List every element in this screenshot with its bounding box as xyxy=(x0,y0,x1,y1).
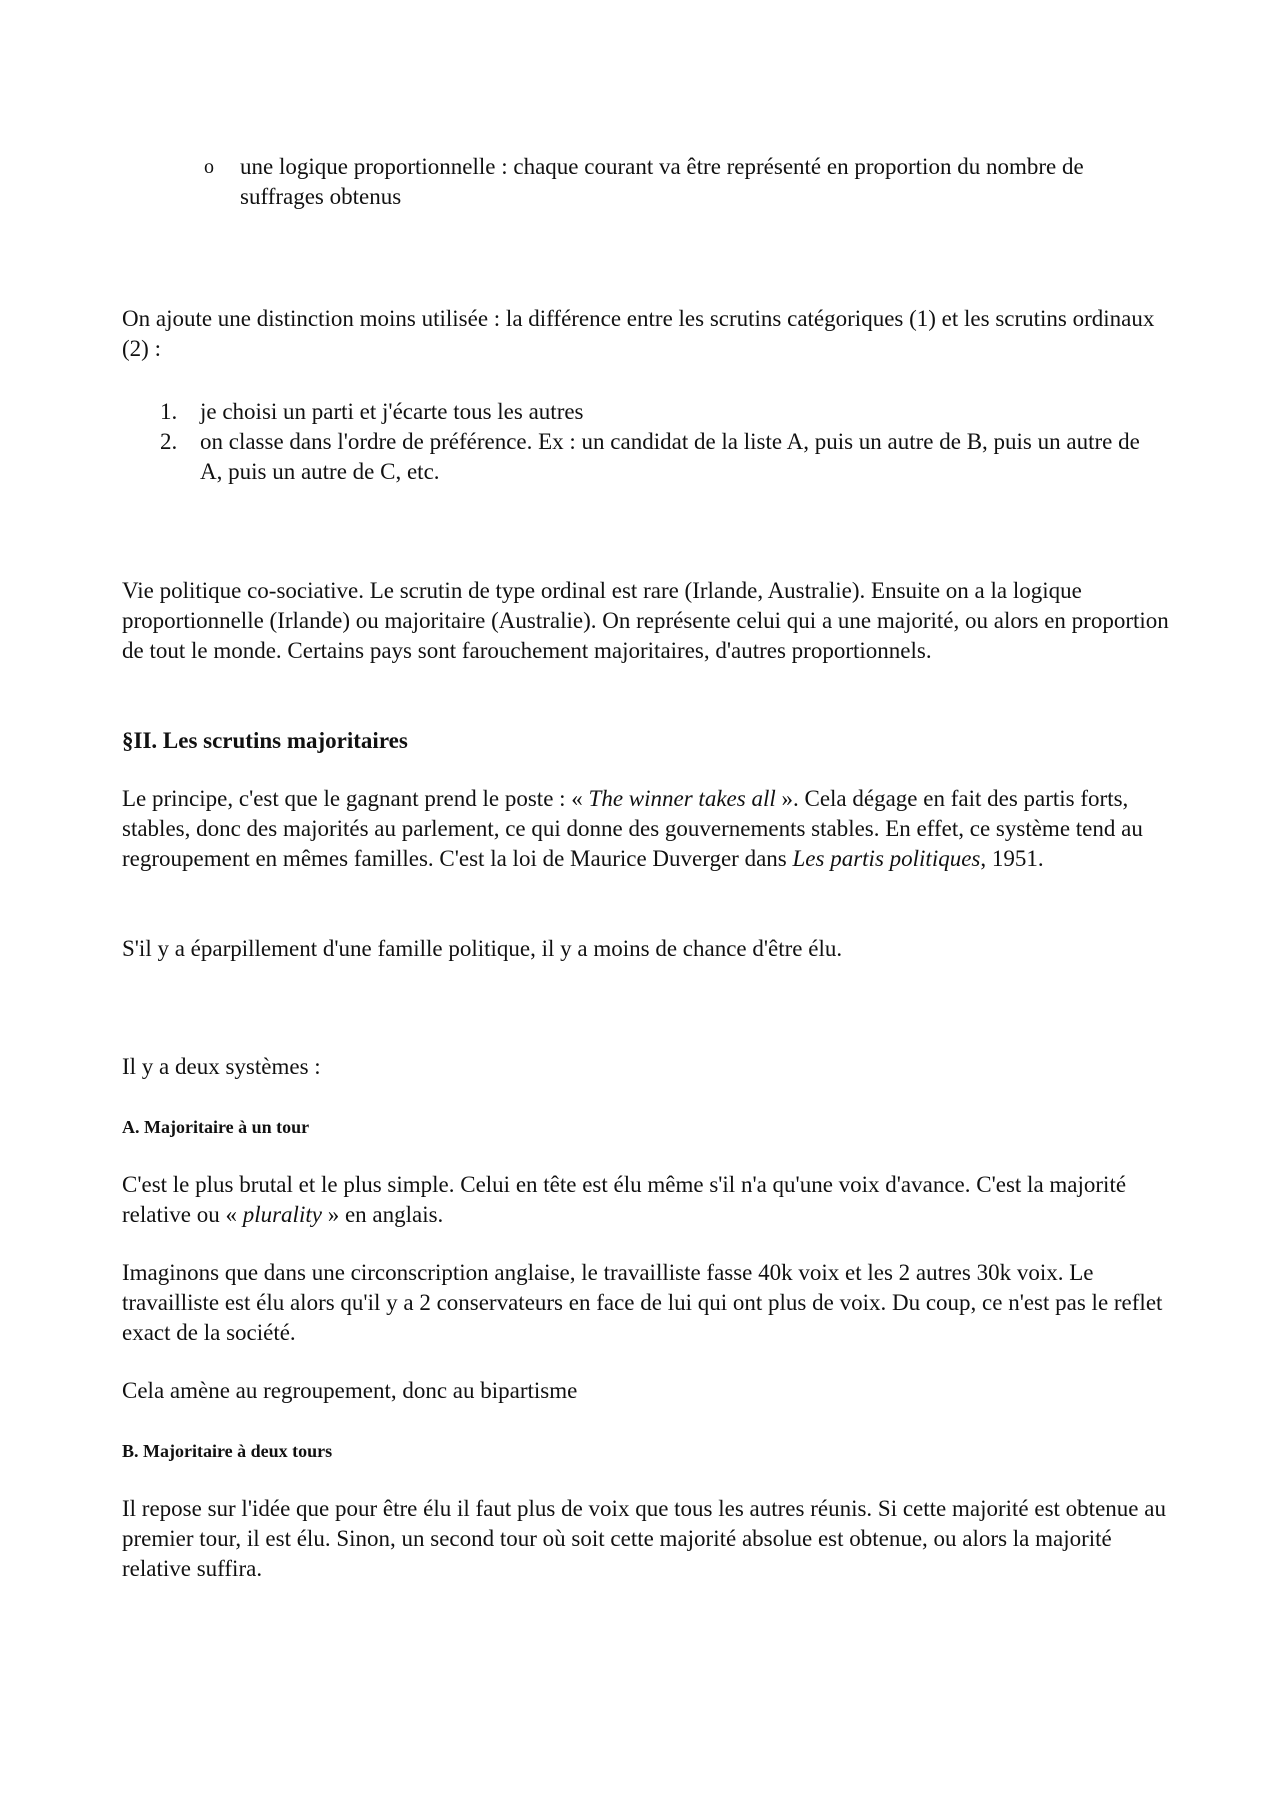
bullet-marker: o xyxy=(204,156,214,178)
list-item-2 xyxy=(160,427,1160,487)
subheading-a: A. Majoritaire à un tour xyxy=(122,1117,310,1137)
principe-text-b: ». Cela dégage en fait des partis forts, stables, donc des majorités au parlement, ce qui donne des gouvernements stables. En effet, ce système tend au regroupement en mêmes familles. C'est la loi de Maurice Duverger dans xyxy=(122,786,1143,871)
paragraph-regroupement: Cela amène au regroupement, donc au bipartisme xyxy=(122,1378,578,1403)
principe-quote: The winner takes all xyxy=(588,786,776,811)
list-marker-1: 1. xyxy=(160,399,178,424)
section-heading: §II. Les scrutins majoritaires xyxy=(122,728,408,753)
brutal-text-b: » en anglais. xyxy=(321,1202,444,1227)
paragraph-distinction: On ajoute une distinction moins utilisée : la différence entre les scrutins catégoriques (1) et les scrutins ordinaux (2) : xyxy=(122,306,1155,361)
principe-text-a: Le principe, c'est que le gagnant prend le poste : « xyxy=(122,786,589,811)
principe-text-c: , 1951. xyxy=(980,846,1044,871)
bullet-text: une logique proportionnelle : chaque courant va être représenté en proportion du nombre de suffrages obtenus xyxy=(240,154,1084,209)
paragraph-imaginons: Imaginons que dans une circonscription anglaise, le travailliste fasse 40k voix et les 2 autres 30k voix. Le travailliste est élu alors qu'il y a 2 conservateurs en face de lui qui ont plus de voix. Du coup, ce n'est pas le reflet exact de la société. xyxy=(122,1260,1163,1345)
paragraph-repose: Il repose sur l'idée que pour être élu il faut plus de voix que tous les autres réunis. Si cette majorité est obtenue au premier tour, il est élu. Sinon, un second tour où soit cette majorité absolue est obtenue, ou alors la majorité relative suffira. xyxy=(122,1496,1166,1581)
paragraph-principe xyxy=(122,784,1182,874)
paragraph-vie-politique: Vie politique co-sociative. Le scrutin de type ordinal est rare (Irlande, Australie). Ensuite on a la logique proportionnelle (Irlande) ou majoritaire (Australie). On représente celui qui a une majorité, ou alors en proportion de tout le monde. Certains pays sont farouchement majoritaires, d'autres proportionnels. xyxy=(122,578,1169,663)
list-item-1 xyxy=(160,397,1160,427)
list-text-1: je choisi un parti et j'écarte tous les autres xyxy=(200,399,584,424)
bullet-item xyxy=(204,152,1140,212)
principe-book-title: Les partis politiques xyxy=(792,846,981,871)
paragraph-deux-systemes: Il y a deux systèmes : xyxy=(122,1054,321,1079)
list-marker-2: 2. xyxy=(160,429,178,454)
brutal-text-a: C'est le plus brutal et le plus simple. Celui en tête est élu même s'il n'a qu'une voix d'avance. C'est la majorité relative ou « xyxy=(122,1172,1127,1227)
paragraph-brutal xyxy=(122,1170,1182,1230)
brutal-term: plurality xyxy=(242,1202,322,1227)
subheading-b: B. Majoritaire à deux tours xyxy=(122,1441,333,1461)
paragraph-eparpillement: S'il y a éparpillement d'une famille politique, il y a moins de chance d'être élu. xyxy=(122,936,843,961)
list-text-2: on classe dans l'ordre de préférence. Ex : un candidat de la liste A, puis un autre de B, puis un autre de A, puis un autre de C, etc. xyxy=(200,429,1140,484)
